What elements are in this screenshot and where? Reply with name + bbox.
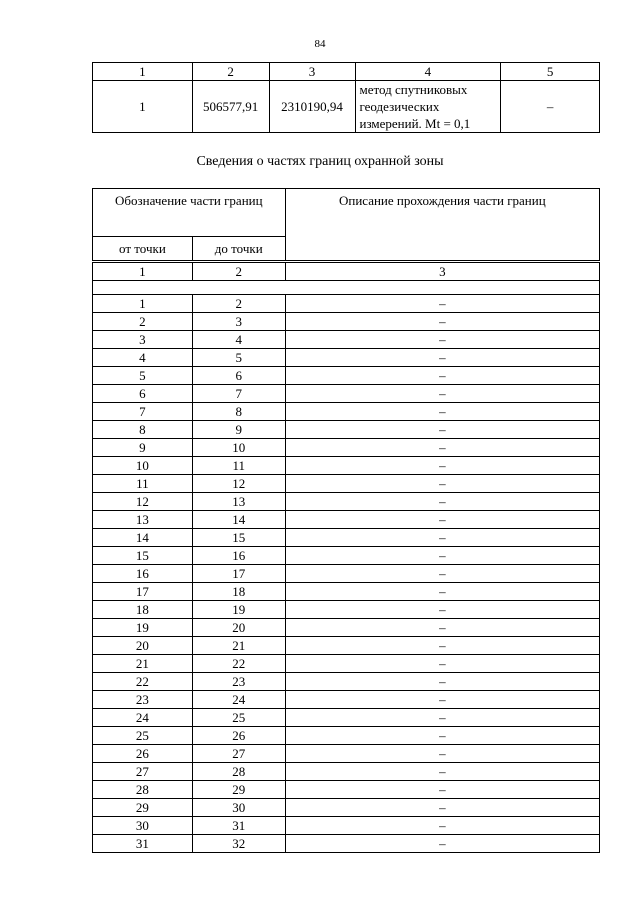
header-cell: 4 xyxy=(355,63,501,81)
from-point-cell: 13 xyxy=(93,511,193,529)
table-row xyxy=(93,565,600,583)
to-point-cell: 32 xyxy=(192,835,285,853)
column-number-row xyxy=(93,262,600,281)
description-cell: – xyxy=(285,637,599,655)
table-row xyxy=(93,421,600,439)
description-cell: – xyxy=(285,529,599,547)
to-point-cell: 24 xyxy=(192,691,285,709)
from-point-cell: 18 xyxy=(93,601,193,619)
from-point-cell: 17 xyxy=(93,583,193,601)
to-point-cell: 3 xyxy=(192,313,285,331)
description-cell: – xyxy=(285,565,599,583)
from-point-cell: 27 xyxy=(93,763,193,781)
spacer-cell xyxy=(93,281,600,295)
to-point-cell: 26 xyxy=(192,727,285,745)
description-cell: – xyxy=(285,421,599,439)
to-point-cell: 29 xyxy=(192,781,285,799)
table-row xyxy=(93,745,600,763)
column-number: 3 xyxy=(285,262,599,281)
method-description xyxy=(355,81,501,133)
description-cell: – xyxy=(285,439,599,457)
description-cell: – xyxy=(285,367,599,385)
table-row xyxy=(93,529,600,547)
description-cell: – xyxy=(285,601,599,619)
from-point-cell: 3 xyxy=(93,331,193,349)
to-point-cell: 8 xyxy=(192,403,285,421)
column-number: 2 xyxy=(192,262,285,281)
to-point-cell: 15 xyxy=(192,529,285,547)
table-row xyxy=(93,349,600,367)
table-row xyxy=(93,799,600,817)
coordinates-table xyxy=(92,62,600,133)
from-point-cell: 7 xyxy=(93,403,193,421)
from-point-cell: 6 xyxy=(93,385,193,403)
description-cell: – xyxy=(285,313,599,331)
table-row xyxy=(93,817,600,835)
from-point-cell: 28 xyxy=(93,781,193,799)
description-cell: – xyxy=(285,835,599,853)
table-row xyxy=(93,727,600,745)
table-row xyxy=(93,691,600,709)
to-point-cell: 18 xyxy=(192,583,285,601)
table-row xyxy=(93,313,600,331)
to-point-cell: 19 xyxy=(192,601,285,619)
description-cell: – xyxy=(285,511,599,529)
from-point-cell: 25 xyxy=(93,727,193,745)
description-cell: – xyxy=(285,817,599,835)
point-number: 1 xyxy=(93,81,193,133)
description-cell: – xyxy=(285,727,599,745)
table-row xyxy=(93,331,600,349)
description-cell: – xyxy=(285,583,599,601)
header-to-point: до точки xyxy=(192,237,285,262)
header-row xyxy=(93,189,600,237)
description-cell: – xyxy=(285,799,599,817)
header-cell: 3 xyxy=(269,63,355,81)
boundary-parts-table xyxy=(92,188,600,853)
y-coordinate: 2310190,94 xyxy=(269,81,355,133)
table-row xyxy=(93,637,600,655)
table-row xyxy=(93,493,600,511)
to-point-cell: 12 xyxy=(192,475,285,493)
to-point-cell: 17 xyxy=(192,565,285,583)
coordinates-data-row xyxy=(93,81,600,133)
header-cell: 1 xyxy=(93,63,193,81)
table-row xyxy=(93,385,600,403)
method-line: измерений. Mt = 0,1 xyxy=(359,116,471,131)
from-point-cell: 12 xyxy=(93,493,193,511)
table-row xyxy=(93,547,600,565)
to-point-cell: 4 xyxy=(192,331,285,349)
to-point-cell: 16 xyxy=(192,547,285,565)
section-title: Сведения о частях границ охранной зоны xyxy=(196,154,444,169)
header-description: Описание прохождения части границ xyxy=(285,189,599,262)
description-cell: – xyxy=(285,475,599,493)
table-row xyxy=(93,655,600,673)
description-cell: – xyxy=(285,655,599,673)
from-point-cell: 8 xyxy=(93,421,193,439)
description-cell: – xyxy=(285,385,599,403)
to-point-cell: 25 xyxy=(192,709,285,727)
description-cell: – xyxy=(285,691,599,709)
table-row xyxy=(93,583,600,601)
description-cell: – xyxy=(285,403,599,421)
table-row xyxy=(93,511,600,529)
to-point-cell: 7 xyxy=(192,385,285,403)
header-from-point: от точки xyxy=(93,237,193,262)
description-cell: – xyxy=(285,331,599,349)
to-point-cell: 28 xyxy=(192,763,285,781)
method-line: геодезических xyxy=(359,99,440,114)
table-row xyxy=(93,781,600,799)
from-point-cell: 22 xyxy=(93,673,193,691)
to-point-cell: 27 xyxy=(192,745,285,763)
to-point-cell: 30 xyxy=(192,799,285,817)
from-point-cell: 26 xyxy=(93,745,193,763)
description-cell: – xyxy=(285,619,599,637)
from-point-cell: 14 xyxy=(93,529,193,547)
description-cell: – xyxy=(285,709,599,727)
table-row xyxy=(93,619,600,637)
table-row xyxy=(93,601,600,619)
description-cell: – xyxy=(285,763,599,781)
to-point-cell: 2 xyxy=(192,295,285,313)
description-cell: – xyxy=(285,295,599,313)
from-point-cell: 15 xyxy=(93,547,193,565)
note-cell: – xyxy=(501,81,600,133)
to-point-cell: 23 xyxy=(192,673,285,691)
coordinates-header-row xyxy=(93,63,600,81)
header-cell: 5 xyxy=(501,63,600,81)
from-point-cell: 9 xyxy=(93,439,193,457)
from-point-cell: 5 xyxy=(93,367,193,385)
table-row xyxy=(93,403,600,421)
description-cell: – xyxy=(285,349,599,367)
from-point-cell: 23 xyxy=(93,691,193,709)
from-point-cell: 19 xyxy=(93,619,193,637)
to-point-cell: 31 xyxy=(192,817,285,835)
table-row xyxy=(93,835,600,853)
to-point-cell: 10 xyxy=(192,439,285,457)
to-point-cell: 22 xyxy=(192,655,285,673)
from-point-cell: 30 xyxy=(93,817,193,835)
from-point-cell: 29 xyxy=(93,799,193,817)
from-point-cell: 16 xyxy=(93,565,193,583)
from-point-cell: 11 xyxy=(93,475,193,493)
description-cell: – xyxy=(285,493,599,511)
table-row xyxy=(93,367,600,385)
from-point-cell: 4 xyxy=(93,349,193,367)
table-row xyxy=(93,763,600,781)
description-cell: – xyxy=(285,745,599,763)
to-point-cell: 11 xyxy=(192,457,285,475)
from-point-cell: 10 xyxy=(93,457,193,475)
x-coordinate: 506577,91 xyxy=(192,81,269,133)
method-line: метод спутниковых xyxy=(359,82,468,97)
from-point-cell: 21 xyxy=(93,655,193,673)
to-point-cell: 14 xyxy=(192,511,285,529)
header-cell: 2 xyxy=(192,63,269,81)
page-number: 84 xyxy=(314,38,326,50)
table-row xyxy=(93,709,600,727)
description-cell: – xyxy=(285,457,599,475)
to-point-cell: 5 xyxy=(192,349,285,367)
column-number: 1 xyxy=(93,262,193,281)
description-cell: – xyxy=(285,673,599,691)
header-boundary-designation: Обозначение части границ xyxy=(93,189,286,237)
to-point-cell: 13 xyxy=(192,493,285,511)
to-point-cell: 21 xyxy=(192,637,285,655)
from-point-cell: 1 xyxy=(93,295,193,313)
from-point-cell: 31 xyxy=(93,835,193,853)
table-row xyxy=(93,457,600,475)
table-row xyxy=(93,673,600,691)
description-cell: – xyxy=(285,547,599,565)
to-point-cell: 6 xyxy=(192,367,285,385)
table-row xyxy=(93,475,600,493)
from-point-cell: 2 xyxy=(93,313,193,331)
table-row xyxy=(93,439,600,457)
from-point-cell: 24 xyxy=(93,709,193,727)
from-point-cell: 20 xyxy=(93,637,193,655)
description-cell: – xyxy=(285,781,599,799)
to-point-cell: 9 xyxy=(192,421,285,439)
to-point-cell: 20 xyxy=(192,619,285,637)
table-row xyxy=(93,295,600,313)
spacer-row xyxy=(93,281,600,295)
